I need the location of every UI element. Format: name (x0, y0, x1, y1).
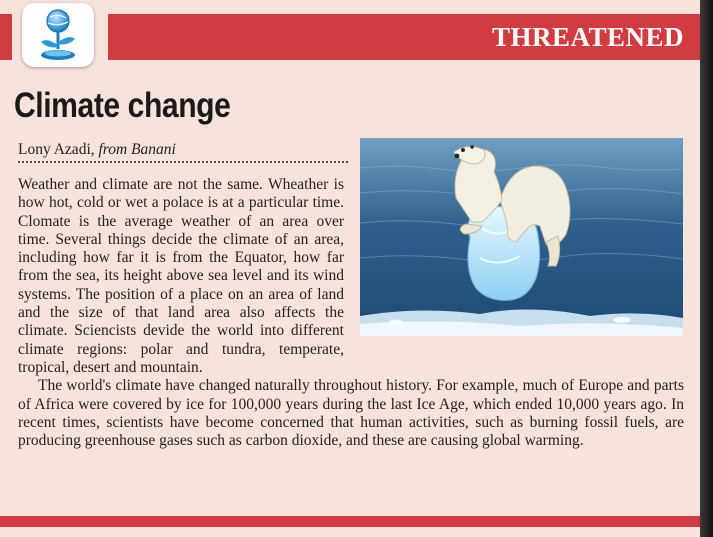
article-paragraph-1: Weather and climate are not the same. Wheather is how hot, cold or wet a polace is at a particular time. Clomate is the average weather of an area over time. Several things decide the climate of an area, including how far it is from the Equator, how far from the sea, its height above sea level and its wind systems. The position of a place on an area of land and the size of that land area also affects the climate. Sciencists devide the world into different climate regions: polar and tundra, temperate, tropical, desert and mountain. (18, 176, 344, 376)
section-banner (108, 14, 700, 60)
page-edge-shadow (700, 0, 713, 537)
article-paragraph-2: The world's climate have changed naturally throughout history. For example, much of Europe and parts of Africa were covered by ice for 100,000 years during the last Ice Age, which ended 10,000 years ago. In recent times, scientists have become concerned that human activities, such as burning fossil fuels, are producing greenhouse gases such as carbon dioxide, and these are causing global warming. (18, 377, 684, 450)
header-left-strip (0, 14, 12, 60)
article-title: Climate change (14, 86, 231, 125)
footer-rule (0, 516, 700, 527)
section-logo (22, 3, 94, 67)
section-label: THREATENED (491, 22, 684, 52)
dotted-divider (18, 161, 348, 163)
article-body (18, 176, 684, 450)
photo-wrap-spacer (344, 176, 684, 348)
author-source: from Banani (98, 141, 176, 158)
author-name: Lony Azadi, (18, 141, 95, 158)
plant-globe-icon (32, 7, 84, 65)
byline (18, 141, 176, 159)
